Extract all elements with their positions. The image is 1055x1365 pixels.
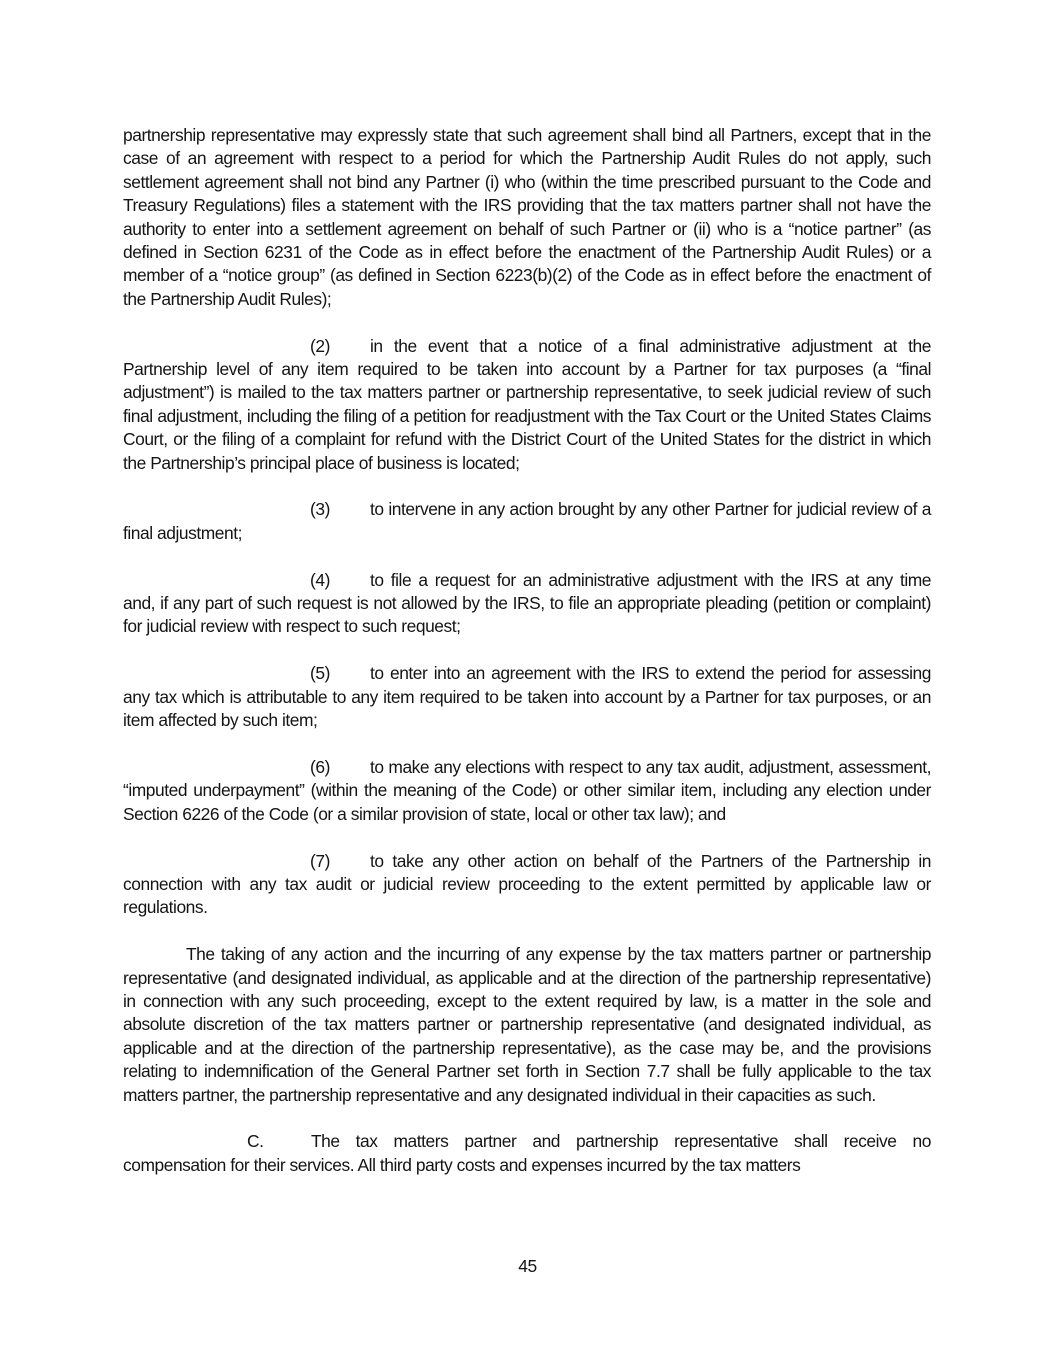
item-text: to intervene in any action brought by any other Partner for judicial review of a final adjustment; xyxy=(123,499,931,543)
list-item-3 xyxy=(123,498,931,545)
section-text: The tax matters partner and partnership representative shall receive no compensation for their services. All third party costs and expenses incurred by the tax matters xyxy=(123,1131,931,1175)
item-text: to make any elections with respect to any tax audit, adjustment, assessment, “imputed underpayment” (within the meaning of the Code) or other similar item, including any election under Section 6226 of the Code (or a similar provision of state, local or other tax law); and xyxy=(123,756,931,824)
list-item-2 xyxy=(123,335,931,475)
item-text: to enter into an agreement with the IRS to extend the period for assessing any tax which is attributable to any item required to be taken into account by a Partner for tax purposes, or an item affected by such item; xyxy=(123,663,931,731)
list-item-4 xyxy=(123,569,931,639)
item-number: (6) xyxy=(310,756,330,777)
item-text: to take any other action on behalf of the Partners of the Partnership in connection with any tax audit or judicial review proceeding to the extent permitted by applicable law or regulations. xyxy=(123,850,931,918)
list-item-7 xyxy=(123,850,931,920)
opening-paragraph: partnership representative may expressly state that such agreement shall bind all Partners, except that in the case of an agreement with respect to a period for which the Partnership Audit Rules do not apply, such settlement agreement shall not bind any Partner (i) who (within the time prescribed pursuant to the Code and Treasury Regulations) files a statement with the IRS providing that the tax matters partner shall not have the authority to enter into a settlement agreement on behalf of such Partner or (ii) who is a “notice partner” (as defined in Section 6231 of the Code as in effect before the enactment of the Partnership Audit Rules) or a member of a “notice group” (as defined in Section 6223(b)(2) of the Code as in effect before the enactment of the Partnership Audit Rules); xyxy=(123,125,931,309)
section-c xyxy=(123,1130,931,1177)
section-letter: C. xyxy=(247,1131,264,1152)
item-text: in the event that a notice of a final administrative adjustment at the Partnership level of any item required to be taken into account by a Partner for tax purposes (a “final adjustment”) is mailed to the tax matters partner or partnership representative, to seek judicial review of such final adjustment, including the filing of a petition for readjustment with the Tax Court or the United States Claims Court, or the filing of a complaint for refund with the District Court of the United States for the district in which the Partnership’s principal place of business is located; xyxy=(123,335,931,473)
closing-paragraph: The taking of any action and the incurring of any expense by the tax matters partner or partnership representative (and designated individual, as applicable and at the direction of the partnership representative) in connection with any such proceeding, except to the extent required by law, is a matter in the sole and absolute discretion of the tax matters partner or partnership representative (and designated individual, as applicable and at the direction of the partnership representative), as the case may be, and the provisions relating to indemnification of the General Partner set forth in Section 7.7 shall be fully applicable to the tax matters partner, the partnership representative and any designated individual in their capacities as such. xyxy=(123,944,931,1105)
page-number: 45 xyxy=(518,1256,537,1276)
item-number: (5) xyxy=(310,663,330,684)
item-number: (4) xyxy=(310,569,330,590)
item-text: to file a request for an administrative adjustment with the IRS at any time and, if any part of such request is not allowed by the IRS, to file an appropriate pleading (petition or complaint) for judicial review with respect to such request; xyxy=(123,569,931,637)
item-number: (7) xyxy=(310,850,330,871)
list-item-6 xyxy=(123,756,931,826)
item-number: (2) xyxy=(310,335,330,356)
document-body xyxy=(123,124,931,1177)
list-item-5 xyxy=(123,662,931,732)
item-number: (3) xyxy=(310,499,330,520)
